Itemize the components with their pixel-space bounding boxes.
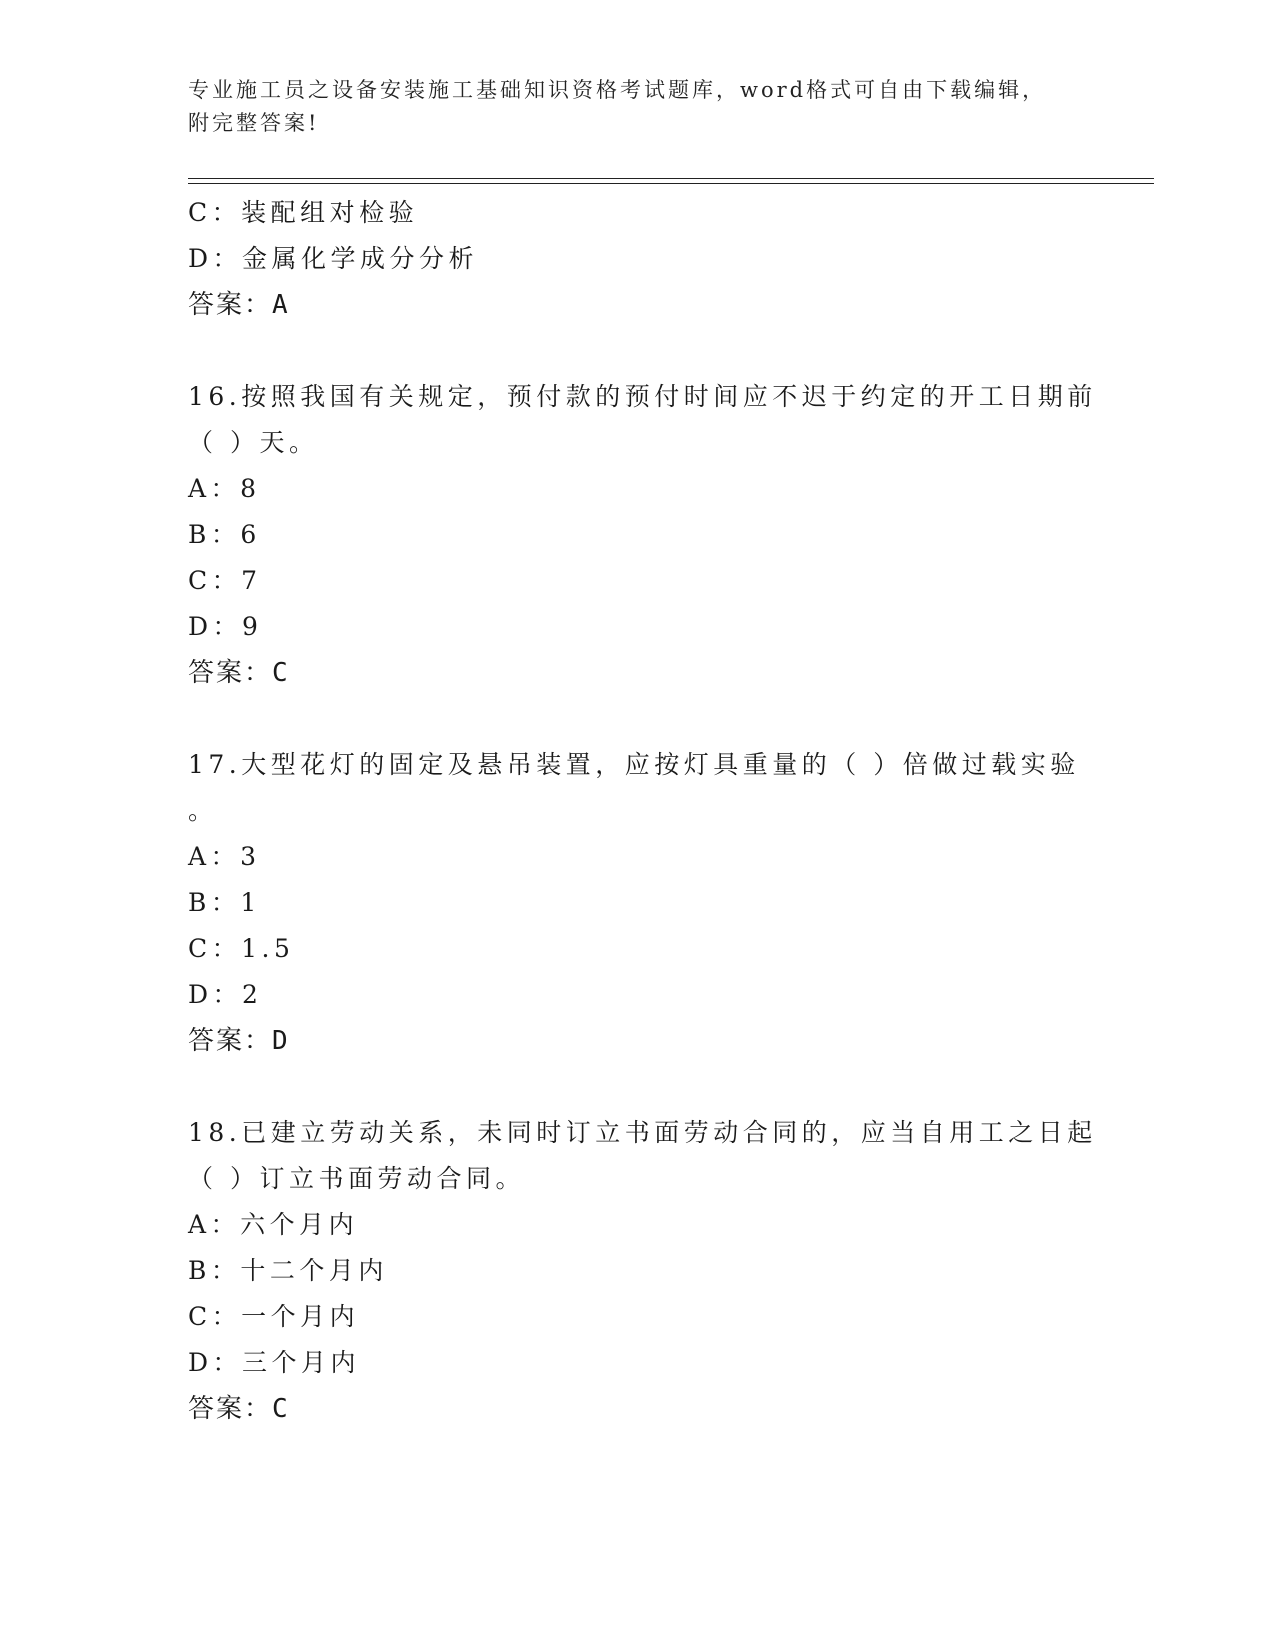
option-a: A：六个月内 [188, 1210, 359, 1239]
option-b: B：6 [188, 520, 261, 549]
header-line-1: 专业施工员之设备安装施工基础知识资格考试题库，word格式可自由下载编辑， [188, 78, 1047, 102]
option-a: A：8 [188, 474, 261, 503]
option-d: D：2 [188, 980, 263, 1009]
question-stem: 17.大型花灯的固定及悬吊装置，应按灯具重量的（ ）倍做过载实验 [188, 750, 1080, 779]
answer-value: C [272, 1394, 290, 1424]
option-d: D：9 [188, 612, 263, 641]
option-c: C：7 [188, 566, 262, 595]
option-b: B：1 [188, 888, 261, 917]
answer-line: 答案：C [188, 658, 290, 688]
answer-value: A [272, 290, 290, 320]
question-15-tail [188, 190, 1088, 328]
header-divider-top [188, 178, 1154, 179]
answer-line: 答案：A [188, 290, 290, 320]
option-d: D：金属化学成分分析 [188, 244, 479, 273]
option-b: B：十二个月内 [188, 1256, 388, 1285]
question-list [188, 190, 1097, 1432]
header-divider-bottom [188, 183, 1154, 184]
answer-line: 答案：C [188, 1394, 290, 1424]
option-d: D：三个月内 [188, 1348, 361, 1377]
question-stem-continued: 。 [188, 796, 218, 825]
question-18 [188, 1110, 1097, 1432]
question-stem-continued: （ ）天。 [188, 428, 319, 457]
option-c: C：一个月内 [188, 1302, 360, 1331]
question-17 [188, 742, 1088, 1064]
answer-value: C [272, 658, 290, 688]
question-stem-continued: （ ）订立书面劳动合同。 [188, 1164, 525, 1193]
header-line-2: 附完整答案! [188, 111, 320, 135]
question-stem: 16.按照我国有关规定，预付款的预付时间应不迟于约定的开工日期前 [188, 382, 1097, 411]
document-header [188, 74, 1068, 140]
question-16 [188, 374, 1097, 696]
option-a: A：3 [188, 842, 261, 871]
option-c: C：1.5 [188, 934, 295, 963]
option-c: C：装配组对检验 [188, 198, 419, 227]
answer-value: D [272, 1026, 290, 1056]
answer-line: 答案：D [188, 1026, 290, 1056]
question-stem: 18.已建立劳动关系，未同时订立书面劳动合同的，应当自用工之日起 [188, 1118, 1097, 1147]
